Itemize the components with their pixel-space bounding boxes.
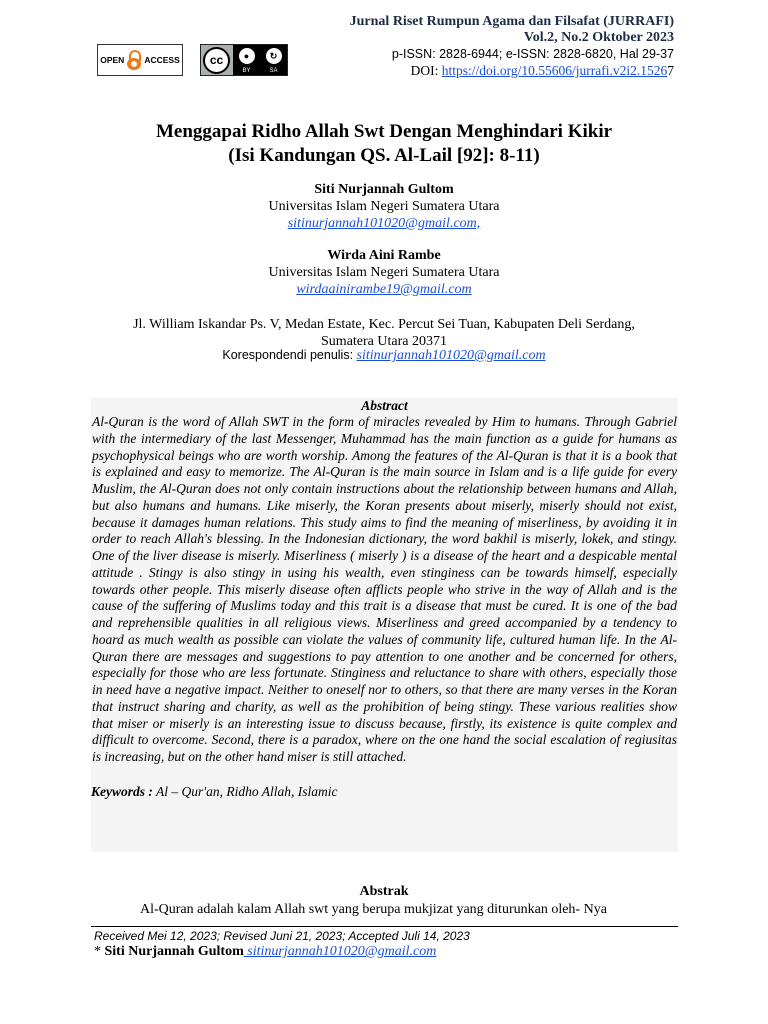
author-2 [0,247,768,298]
keywords [91,784,678,800]
person-icon: ● [239,48,255,64]
author-affiliation: Universitas Islam Negeri Sumatera Utara [268,199,500,214]
footnote-dates: Received Mei 12, 2023; Revised Juni 21, 2023; Accepted Juli 14, 2023 [94,929,470,943]
open-access-logo [97,44,183,76]
paper-title-line1: Menggapai Ridho Allah Swt Dengan Menghindari Kikir [155,121,613,142]
address [0,316,768,350]
doi-link[interactable]: https://doi.org/10.55606/jurrafi.v2i2.1526 [441,63,668,78]
footnote-author [94,943,436,960]
author-1 [0,181,768,232]
keywords-list: Al – Qur'an, Ridho Allah, Islamic [152,783,338,799]
journal-doi [350,62,674,79]
correspondence [0,347,768,364]
journal-header [350,14,674,79]
footnote-email-link[interactable]: sitinurjannah101020@gmail.com [243,944,437,959]
abstract-section [91,398,678,852]
cc-by-label: BY [242,68,251,74]
keywords-label: Keywords : [91,783,153,799]
cc-sa-label: SA [269,68,278,74]
open-lock-icon [127,50,141,70]
author-affiliation: Universitas Islam Negeri Sumatera Utara [268,265,500,280]
cc-license-badge [233,45,287,75]
doi-tail: 7 [667,63,674,78]
journal-title: Jurnal Riset Rumpun Agama dan Filsafat (JURRAFI) [349,14,674,29]
open-access-right-label: ACCESS [144,55,180,65]
abstract-text: Al-Quran is the word of Allah SWT in the form of miracles revealed by Him to humans. Through Gabriel with the intermediary of the last Messenger, Muhammad has the main function as a guide for humans as psychophysical beings who are worth worship. Among the features of the Al-Quran is that it is a book that is explained and easy to memorize. The Al-Quran is the main source in Islam and is a life guide for every Muslim, the Al-Quran does not only contain instructions about the relationship between humans and Allah, but also humans and humans. Like miserly, the Koran presents about miserly, miserly should not exist, because it damages human relations. This study aims to find the meaning of miserliness, by avoiding it in order to reach Allah's blessing. In the Indonesian dictionary, the word bakhil is miserly, lokek, and stingy. One of the liver disease is miserly. Miserliness ( miserly ) is a disease of the heart and a despicable mental attitude . Stingy is also stingy in using his wealth, even stinginess can be towards himself, especially towards other people. This miserly disease often afflicts people who strive in the way of Allah and is the cause of the suffering of Muslims today and this trait is a disease that must be cured. It is one of the bad and reprehensible qualities in all religious views. Miserliness and greed accompanied by a tendency to hoard as much wealth as possible can violate the values of community life, cultured human life. In the Al-Quran there are messages and suggestions to pay attention to one another and be concerned for others, especially for those who are less fortunate. Stinginess and reluctance to share with others, especially those in need have a negative impact. Neither to oneself nor to others, so that there are many verses in the Koran that instruct sharing and charity, as well as the prohibition of being stingy. These various realities show that miser or miserly is an interesting issue to discuss because, firstly, its existence is quite complex and difficult to overcome. Second, there is a paradox, where on the one hand the social escalation of regiusitas is increasing, but on the other hand miser is still attached. [92,414,677,764]
author-email-link[interactable]: wirdaainirambe19@gmail.com [296,282,472,297]
doi-label: DOI: [410,63,439,78]
footnote-marker: * [94,944,101,959]
footnote-author-name: Siti Nurjannah Gultom [101,944,244,959]
share-alike-icon: ↻ [266,48,282,64]
cc-by-sa-logo [200,44,288,76]
paper-title-line2: (Isi Kandungan QS. Al-Lail [92]: 8-11) [228,145,540,166]
abstract-heading: Abstract [361,398,408,413]
open-access-left-label: OPEN [100,55,125,65]
cc-icon: cc [203,47,230,74]
address-line1: Jl. William Iskandar Ps. V, Medan Estate, Kec. Percut Sei Tuan, Kabupaten Deli Serdang, [133,317,635,332]
author-email-link[interactable]: sitinurjannah101020@gmail.com, [287,216,481,231]
paper-title [0,120,768,168]
address-line2: Sumatera Utara 20371 [321,334,447,349]
journal-issn: p-ISSN: 2828-6944; e-ISSN: 2828-6820, Hal 29-37 [391,47,674,61]
abstrak-text: Al-Quran adalah kalam Allah swt yang berupa mukjizat yang diturunkan oleh- Nya [140,902,607,917]
author-name: Siti Nurjannah Gultom [314,182,454,197]
footnote-divider [91,926,678,927]
abstrak-heading: Abstrak [359,884,409,899]
correspondence-label: Korespondendi penulis: [222,348,354,362]
journal-volume: Vol.2, No.2 Oktober 2023 [523,30,674,45]
author-name: Wirda Aini Rambe [327,248,441,263]
correspondence-email-link[interactable]: sitinurjannah101020@gmail.com [356,348,546,363]
